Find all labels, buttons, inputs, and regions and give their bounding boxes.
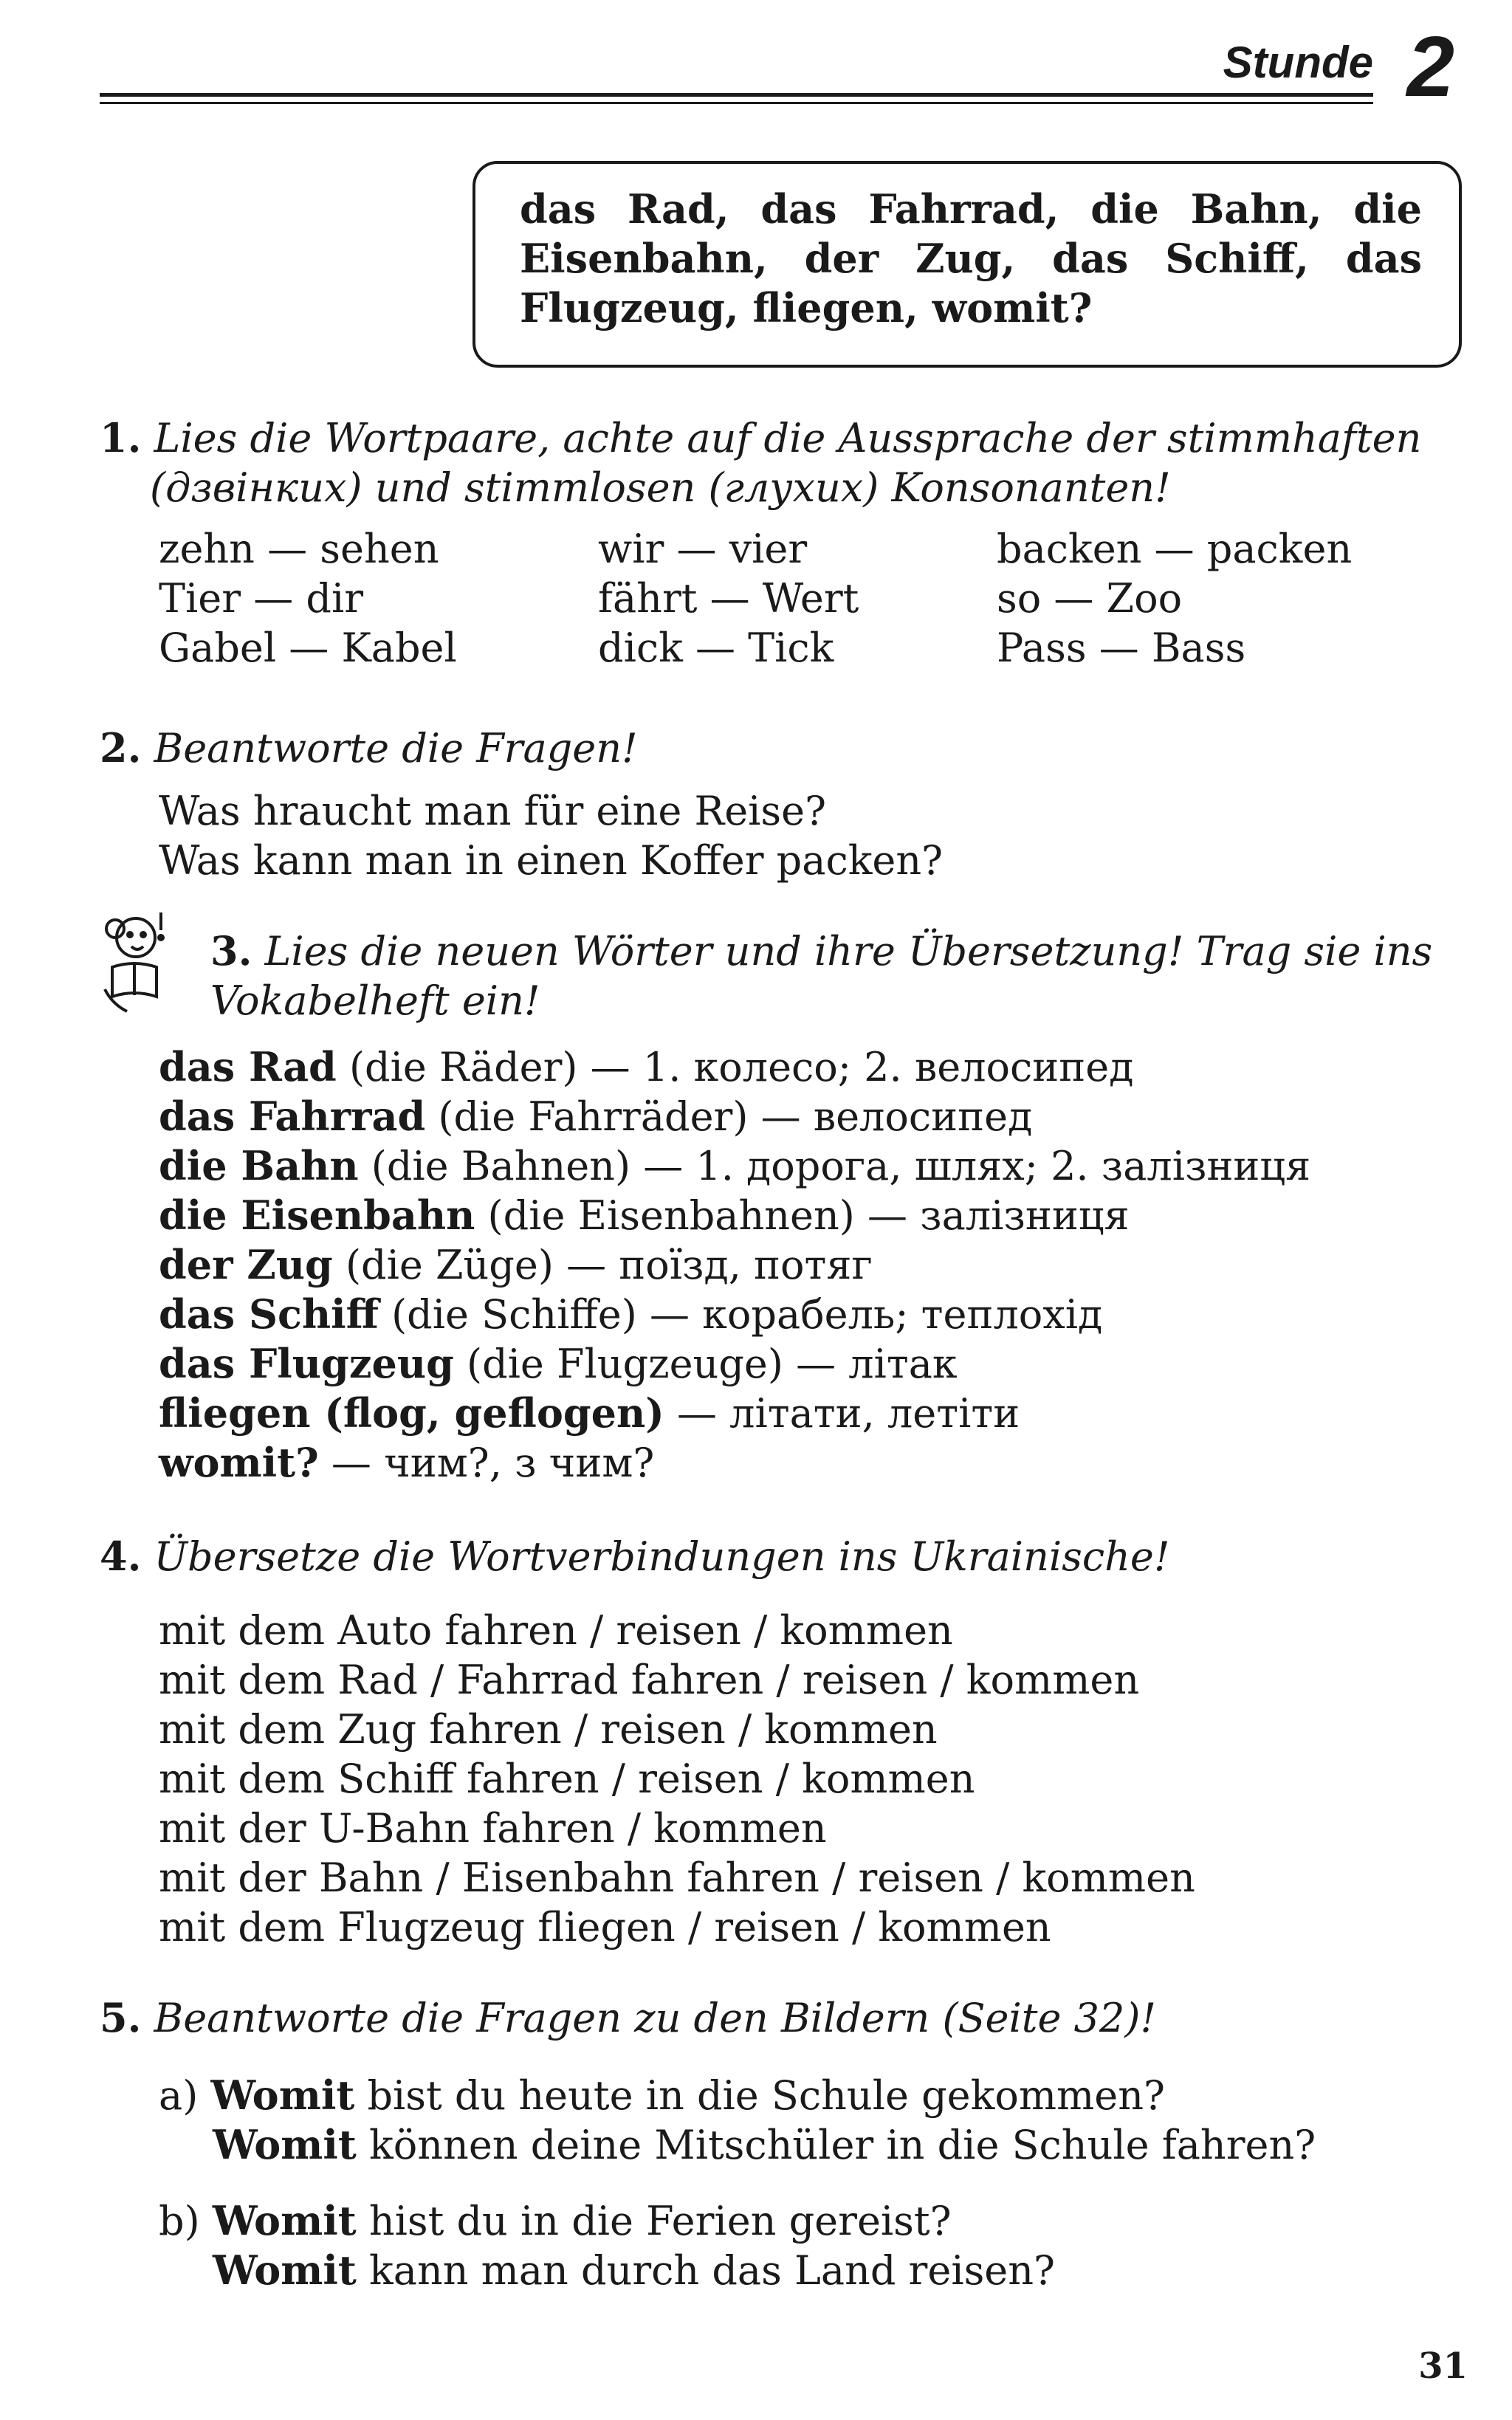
question-text: bist du heute in die Schule gekommen? (354, 2072, 1165, 2119)
list-item: mit der U-Bahn fahren / kommen (159, 1805, 827, 1852)
plural-form: (die Räder) (336, 1044, 591, 1090)
plural-form (319, 1440, 331, 1486)
list-item: mit der Bahn / Eisenbahn fahren / reisen / kommen (159, 1854, 1195, 1901)
header-rule (100, 93, 1373, 97)
german-word: das Fahrrad (159, 1093, 426, 1140)
new-words-box (472, 161, 1462, 368)
page-header (100, 18, 1454, 114)
box-line: Flugzeug, fliegen, womit? (520, 284, 1093, 331)
question-word: Womit (210, 2072, 355, 2119)
list-item (159, 1042, 1310, 1092)
question-word: Womit (212, 2197, 357, 2244)
lesson-number: 2 (1406, 18, 1454, 114)
translation: — поїзд, потяг (566, 1242, 873, 1288)
list-item: mit dem Rad / Fahrrad fahren / reisen / kommen (159, 1657, 1140, 1703)
question-text: können deine Mitschüler in die Schule fahren? (356, 2122, 1316, 2168)
list-item: mit dem Auto fahren / reisen / kommen (159, 1607, 953, 1654)
question-line: Was kann man in einen Koffer packen? (159, 837, 944, 884)
question-text: hist du in die Ferien gereist? (356, 2198, 952, 2244)
german-word: der Zug (159, 1241, 333, 1288)
word-pair: Tier — dir (159, 575, 364, 622)
item-label: a) (159, 2072, 199, 2119)
german-word: die Eisenbahn (159, 1192, 475, 1239)
task-5-instructions (100, 1993, 1465, 2043)
task-number: 2. (100, 724, 142, 771)
phrase-list (159, 1606, 1195, 1952)
task-title: Beantworte die Fragen! (154, 725, 638, 771)
translation: — велосипед (760, 1093, 1033, 1140)
word-pair: zehn — sehen (159, 526, 439, 572)
list-item (159, 1092, 1310, 1141)
list-item (159, 1240, 1310, 1290)
task-title: Beantworte die Fragen zu den Bildern (Seite 32)! (154, 1995, 1157, 2041)
table-row (159, 574, 1414, 623)
task-1-instructions (100, 413, 1465, 512)
table-row (159, 524, 1414, 574)
task-title: Lies die neuen Wörter und ihre Übersetzung! Trag sie ins (264, 928, 1433, 974)
bear-reading-icon (90, 908, 171, 1026)
plural-form: (die Züge) (332, 1242, 567, 1288)
question-word: Womit (213, 2121, 357, 2168)
plural-form: (die Fahrräder) (425, 1093, 761, 1140)
translation: — залізниця (867, 1192, 1130, 1239)
task-number: 1. (100, 414, 142, 461)
translation: — літати, летіти (676, 1390, 1020, 1437)
task-title-cont: (дзвінких) und stimmlosen (глухих) Konsonanten! (150, 464, 1171, 511)
question-group-b (159, 2196, 1055, 2295)
list-item (159, 1191, 1310, 1240)
word-pair: so — Zoo (997, 575, 1183, 622)
word-pair: Gabel — Kabel (159, 625, 457, 671)
question-word: Womit (213, 2247, 357, 2294)
question-line: Was hraucht man für eine Reise? (159, 788, 827, 834)
task-number: 5. (100, 1994, 142, 2041)
word-pair: dick — Tick (598, 625, 834, 671)
item-label: b) (159, 2198, 200, 2244)
task-3-instructions (210, 927, 1465, 1025)
list-item: mit dem Schiff fahren / reisen / kommen (159, 1756, 975, 1802)
list-item (159, 1339, 1310, 1389)
list-item: mit dem Zug fahren / reisen / kommen (159, 1706, 938, 1753)
translation: — корабель; теплохід (649, 1291, 1103, 1338)
plural-form: (die Schiffe) (378, 1291, 650, 1338)
plural-form: (die Flugzeuge) (453, 1341, 797, 1387)
translation: — 1. дорога, шлях; 2. залізниця (643, 1143, 1311, 1189)
list-item (159, 1389, 1310, 1438)
german-word: die Bahn (159, 1142, 359, 1189)
table-row (159, 623, 1414, 673)
task-2-instructions (100, 723, 1465, 773)
task-4-instructions (100, 1532, 1465, 1581)
question-group-a (159, 2071, 1316, 2170)
box-line: Eisenbahn, der Zug, das Schiff, das (520, 235, 1422, 282)
word-pair: fährt — Wert (598, 575, 859, 622)
task-title: Lies die Wortpaare, achte auf die Aussprache der stimmhaften (154, 415, 1422, 461)
task-number: 4. (100, 1533, 142, 1580)
german-word: das Flugzeug (159, 1340, 454, 1387)
list-item: mit dem Flugzeug fliegen / reisen / kommen (159, 1904, 1051, 1950)
task-title-cont: Vokabelheft ein! (210, 977, 540, 1024)
word-pairs-table (159, 524, 1414, 673)
german-word: womit? (159, 1439, 319, 1486)
list-item (159, 1141, 1310, 1191)
lesson-label: Stunde (1223, 38, 1373, 87)
page-number: 31 (1418, 2345, 1468, 2387)
task-title: Übersetze die Wortverbindungen ins Ukrainische! (154, 1533, 1170, 1580)
list-item (159, 1290, 1310, 1339)
translation: — літак (796, 1341, 958, 1387)
word-pair: Pass — Bass (997, 625, 1246, 671)
word-pair: backen — packen (997, 526, 1353, 572)
word-pair: wir — vier (598, 526, 808, 572)
german-word: das Schiff (159, 1290, 379, 1338)
plural-form: (die Eisenbahnen) (475, 1192, 868, 1239)
task-number: 3. (210, 927, 252, 974)
list-item (159, 1438, 1310, 1488)
translation: — чим?, з чим? (331, 1440, 655, 1486)
plural-form: (die Bahnen) (358, 1143, 644, 1189)
vocabulary-list (159, 1042, 1310, 1488)
task-2-questions (159, 786, 943, 885)
question-text: kann man durch das Land reisen? (356, 2247, 1055, 2294)
translation: — 1. колесо; 2. велосипед (590, 1044, 1134, 1090)
header-rule-thin (100, 102, 1373, 104)
german-word: das Rad (159, 1043, 337, 1090)
box-line: das Rad, das Fahrrad, die Bahn, die (520, 185, 1422, 233)
plural-form (664, 1390, 677, 1437)
german-word: fliegen (flog, geflogen) (159, 1389, 664, 1437)
